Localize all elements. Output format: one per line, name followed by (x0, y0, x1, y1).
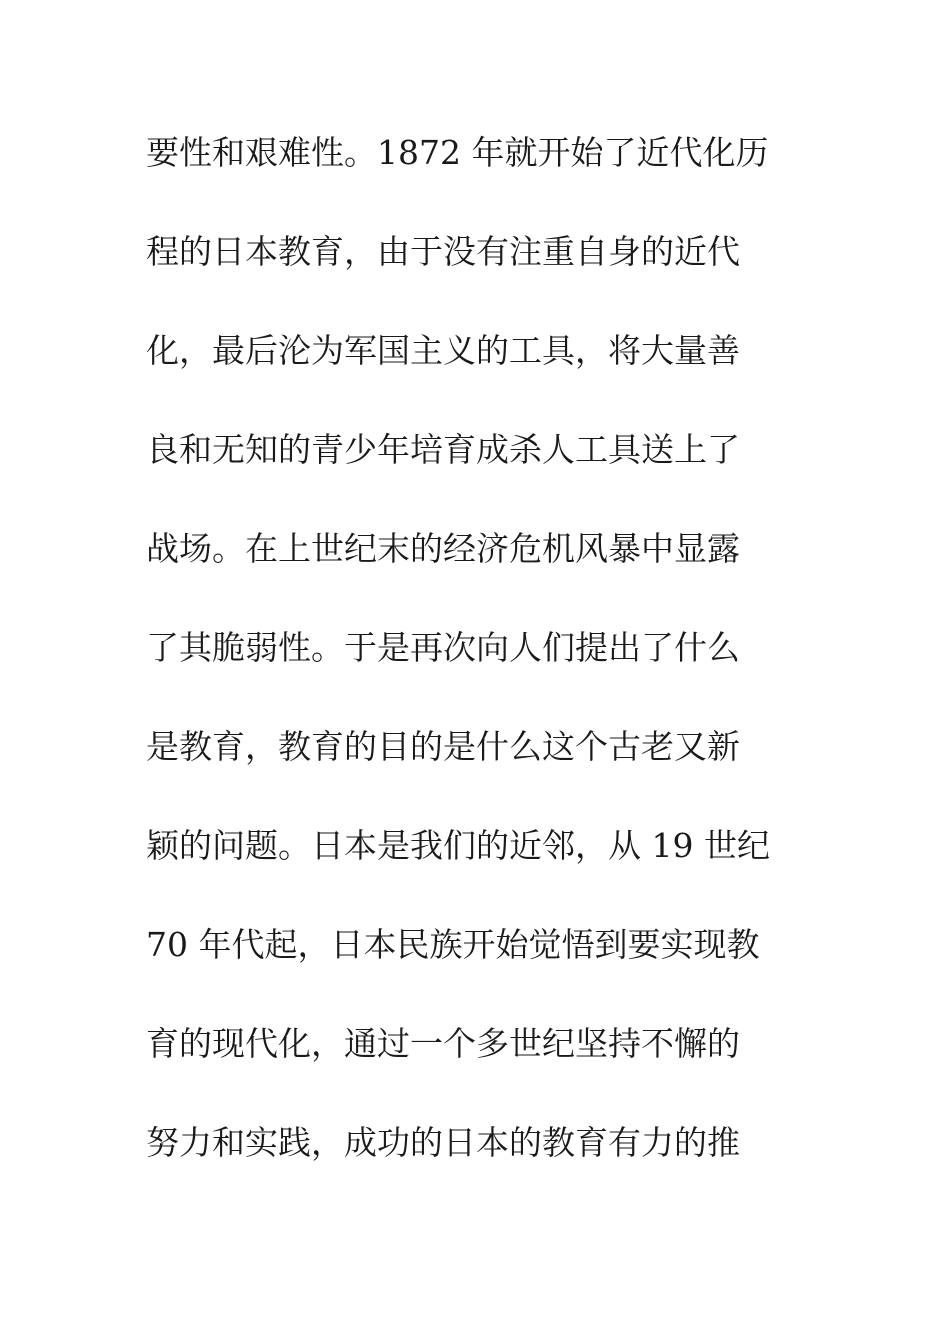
text-line: 育的现代化，通过一个多世纪坚持不懈的 (146, 1024, 740, 1063)
text-line: 70 年代起，日本民族开始觉悟到要实现教 (146, 925, 760, 964)
text-line: 是教育，教育的目的是什么这个古老又新 (146, 727, 740, 766)
text-line: 战场。在上世纪末的经济危机风暴中显露 (146, 529, 740, 568)
text-line: 良和无知的青少年培育成杀人工具送上了 (146, 430, 740, 469)
text-line: 要性和艰难性。1872 年就开始了近代化历 (146, 133, 769, 172)
text-line: 颖的问题。日本是我们的近邻，从 19 世纪 (146, 826, 770, 865)
text-line: 努力和实践，成功的日本的教育有力的推 (146, 1123, 740, 1162)
text-line: 了其脆弱性。于是再次向人们提出了什么 (146, 628, 740, 667)
body-text (146, 120, 806, 1209)
text-line: 程的日本教育，由于没有注重自身的近代 (146, 232, 740, 271)
text-line: 化，最后沦为军国主义的工具，将大量善 (146, 331, 740, 370)
